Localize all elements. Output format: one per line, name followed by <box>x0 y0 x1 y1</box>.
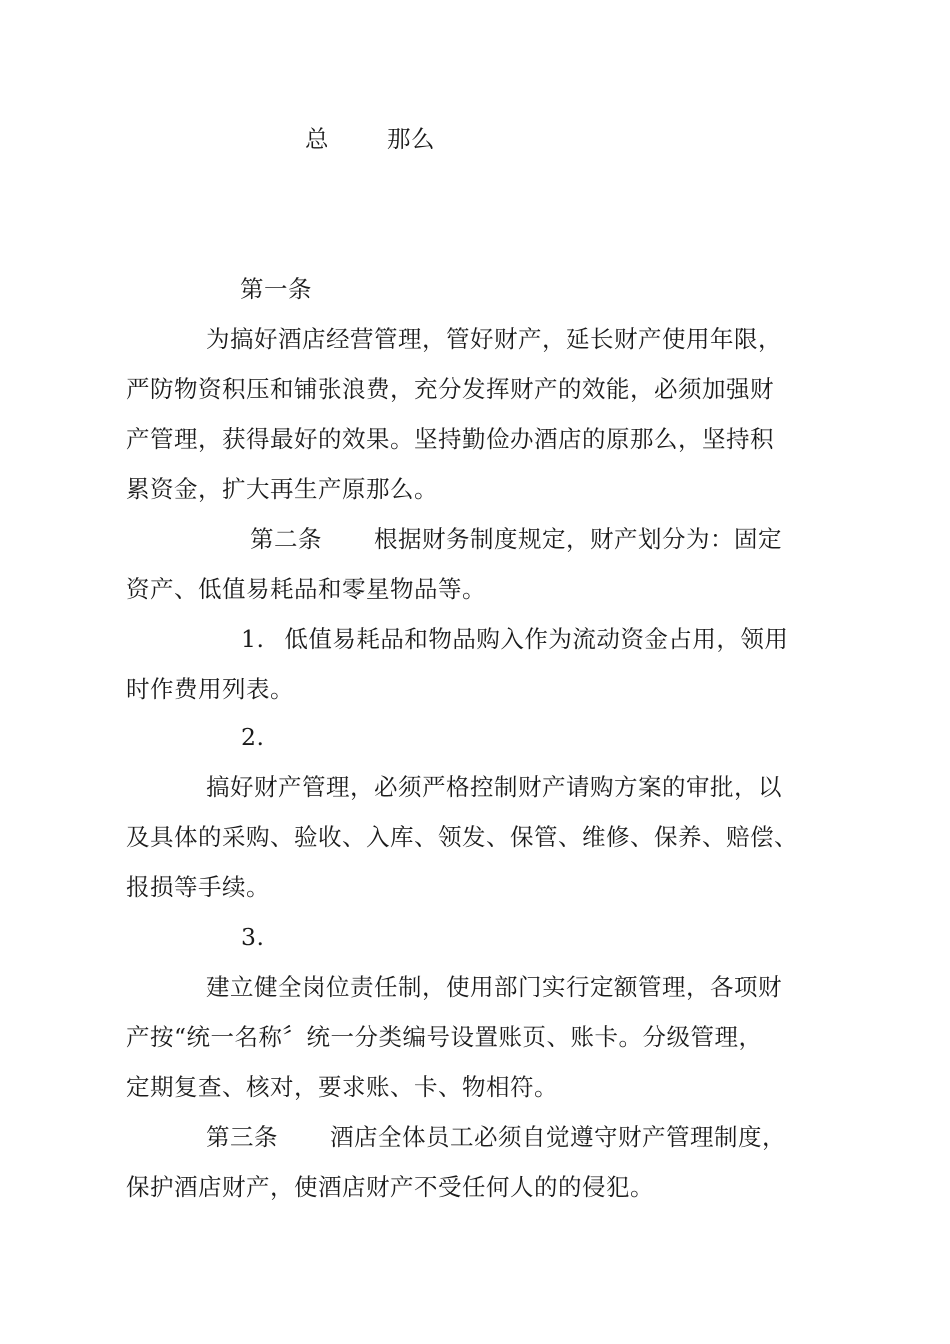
item-1-line-1: 低值易耗品和物品购入作为流动资金占用，领用 <box>284 625 789 653</box>
title-part-1: 总 <box>305 125 329 153</box>
article-3-line-2: 保护酒店财产，使酒店财产不受任何人的的侵犯。 <box>126 1173 654 1201</box>
article-1-line-4: 累资金，扩大再生产原那么。 <box>126 475 438 503</box>
item-1-number: 1. <box>241 625 265 653</box>
article-2-line-2: 资产、低值易耗品和零星物品等。 <box>126 575 486 603</box>
title-part-2: 那么 <box>387 125 435 153</box>
page-title <box>305 124 435 154</box>
item-3-line-1: 建立健全岗位责任制，使用部门实行定额管理，各项财 <box>206 973 782 1001</box>
item-2-line-1: 搞好财产管理，必须严格控制财产请购方案的审批，以 <box>206 773 782 801</box>
article-3-first-line <box>206 1122 786 1152</box>
item-2-line-2: 及具体的采购、验收、入库、领发、保管、维修、保养、赔偿、 <box>126 823 798 851</box>
article-2-heading: 第二条 <box>250 525 322 553</box>
article-1-line-1: 为搞好酒店经营管理，管好财产，延长财产使用年限， <box>206 325 782 353</box>
article-2-first-line <box>250 524 782 554</box>
item-2-number: 2. <box>241 723 265 751</box>
item-1-first-line <box>241 624 788 654</box>
item-1-line-2: 时作费用列表。 <box>126 675 294 703</box>
article-1-line-3: 产管理，获得最好的效果。坚持勤俭办酒店的原那么，坚持积 <box>126 425 774 453</box>
article-2-line-1: 根据财务制度规定，财产划分为：固定 <box>374 525 782 553</box>
item-2-line-3: 报损等手续。 <box>126 873 270 901</box>
article-3-line-1: 酒店全体员工必须自觉遵守财产管理制度， <box>330 1123 786 1151</box>
item-3-number: 3. <box>241 923 265 951</box>
item-3-line-2: 产按“统一名称〞统一分类编号设置账页、账卡。分级管理， <box>126 1023 763 1051</box>
item-3-line-3: 定期复查、核对，要求账、卡、物相符。 <box>126 1073 558 1101</box>
article-1-heading: 第一条 <box>240 275 312 303</box>
article-1-line-2: 严防物资积压和铺张浪费，充分发挥财产的效能，必须加强财 <box>126 375 774 403</box>
article-3-heading: 第三条 <box>206 1123 278 1151</box>
